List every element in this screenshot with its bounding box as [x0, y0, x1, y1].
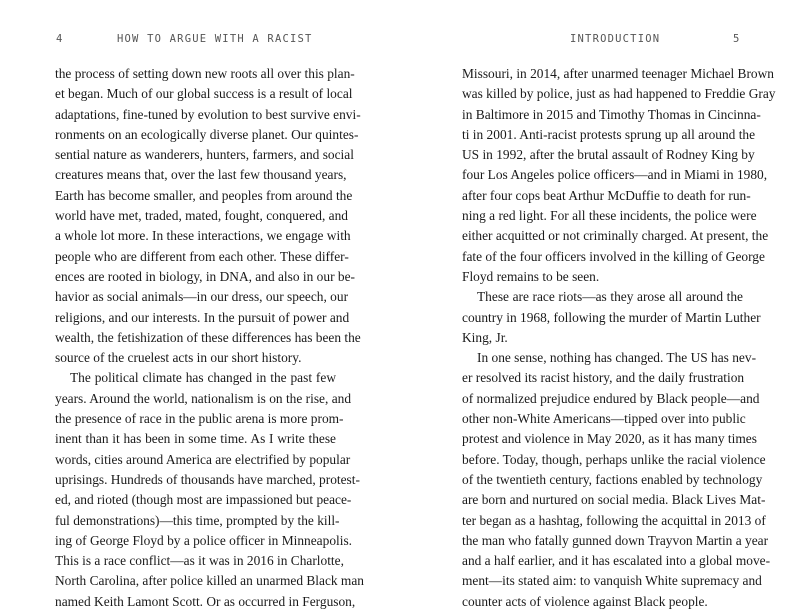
running-head-book-title: HOW TO ARGUE WITH A RACIST — [117, 33, 313, 45]
text-line: people who are different from each other. These differ- — [55, 248, 349, 264]
body-text — [462, 64, 776, 612]
text-line: adaptations, fine-tuned by evolution to best survive envi- — [55, 106, 361, 122]
text-line: er resolved its racist history, and the daily frustration — [462, 370, 745, 386]
text-line: This is a race conflict—as it was in 2016 in Charlotte, — [55, 553, 344, 569]
text-line: source of the cruelest acts in our short history. — [55, 350, 302, 366]
text-line: of normalized prejudice endured by Black people—and — [462, 390, 760, 406]
text-line: before. Today, though, perhaps unlike the racial violence — [462, 451, 766, 467]
text-line: in Baltimore in 2015 and Timothy Thomas in Cincinna- — [462, 106, 761, 122]
text-line: other non-White Americans—tipped over into public — [462, 411, 746, 427]
text-line: These are race riots—as they arose all around the — [477, 289, 743, 305]
text-line: the presence of race in the public arena is more prom- — [55, 411, 344, 427]
text-line: The political climate has changed in the past few — [70, 370, 336, 386]
text-line: King, Jr. — [462, 329, 508, 345]
paragraph — [55, 64, 361, 368]
text-line: In one sense, nothing has changed. The US has nev- — [477, 350, 757, 366]
text-line: havior as social animals—in our dress, our speech, our — [55, 289, 349, 305]
text-line: fate of the four officers involved in the killing of George — [462, 248, 765, 264]
text-line: ed, and rioted (though most are impassioned but peace- — [55, 492, 352, 508]
text-line: named Keith Lamont Scott. Or as occurred in Ferguson, — [55, 593, 356, 609]
text-line: protest and violence in May 2020, as it has many times — [462, 431, 757, 447]
text-line: a whole lot more. In these interactions, we engage with — [55, 228, 351, 244]
text-line: ment—its stated aim: to vanquish White supremacy and — [462, 573, 762, 589]
running-head-chapter-title: INTRODUCTION — [570, 33, 661, 45]
text-line: religions, and our interests. In the pursuit of power and — [55, 309, 350, 325]
text-line: ful demonstrations)—this time, prompted by the kill- — [55, 512, 340, 528]
text-line: et began. Much of our global success is a result of local — [55, 86, 353, 102]
paragraph — [462, 64, 776, 287]
text-line: ences are rooted in biology, in DNA, and also in our be- — [55, 268, 355, 284]
text-line: the process of setting down new roots all over this plan- — [55, 66, 355, 81]
text-line: counter acts of violence against Black people. — [462, 593, 708, 609]
paragraph — [462, 287, 761, 348]
paragraph — [55, 368, 364, 612]
text-line: and a half earlier, and it has escalated into a global move- — [462, 553, 771, 569]
body-text — [55, 64, 364, 612]
text-line: years. Around the world, nationalism is on the rise, and — [55, 390, 352, 406]
text-line: either acquitted or not criminally charged. At present, the — [462, 228, 769, 244]
text-line: US in 1992, after the brutal assault of Rodney King by — [462, 147, 755, 163]
text-line: Floyd remains to be seen. — [462, 268, 600, 284]
text-line: was killed by police, just as had happened to Freddie Gray — [462, 86, 776, 102]
text-line: Earth has become smaller, and peoples from around the — [55, 187, 353, 203]
text-line: North Carolina, after police killed an unarmed Black man — [55, 573, 364, 589]
text-line: the man who fatally gunned down Trayvon Martin a year — [462, 532, 769, 548]
paragraph — [462, 348, 771, 612]
page-number: 5 — [733, 33, 740, 45]
text-line: are born and nurtured on social media. Black Lives Mat- — [462, 492, 766, 508]
text-line: ti in 2001. Anti-racist protests sprung up all around the — [462, 126, 756, 142]
text-line: after four cops beat Arthur McDuffie to death for run- — [462, 187, 751, 203]
text-line: Missouri, in 2014, after unarmed teenager Michael Brown — [462, 66, 774, 81]
text-line: ter began as a hashtag, following the acquittal in 2013 of — [462, 512, 766, 528]
text-line: of the twentieth century, factions enabled by technology — [462, 471, 763, 487]
text-line: words, cities around America are electrified by popular — [55, 451, 351, 467]
text-line: creatures means that, over the last few thousand years, — [55, 167, 347, 183]
page-number: 4 — [56, 33, 63, 45]
text-line: ing of George Floyd by a police officer in Minneapolis. — [55, 532, 353, 548]
text-line: uprisings. Hundreds of thousands have marched, protest- — [55, 471, 360, 487]
text-line: country in 1968, following the murder of Martin Luther — [462, 309, 761, 325]
right-page — [400, 0, 800, 609]
text-line: four Los Angeles police officers—and in Miami in 1980, — [462, 167, 768, 183]
text-line: inent than it has been in some time. As I write these — [55, 431, 336, 447]
text-line: wealth, the fetishization of these differences has been the — [55, 329, 361, 345]
text-line: ning a red light. For all these incidents, the police were — [462, 208, 757, 224]
text-line: world have met, traded, mated, fought, conquered, and — [55, 208, 349, 224]
text-line: sential nature as wanderers, hunters, farmers, and social — [55, 147, 354, 163]
left-page — [0, 0, 400, 609]
text-line: ronments on an ecologically diverse planet. Our quintes- — [55, 126, 359, 142]
